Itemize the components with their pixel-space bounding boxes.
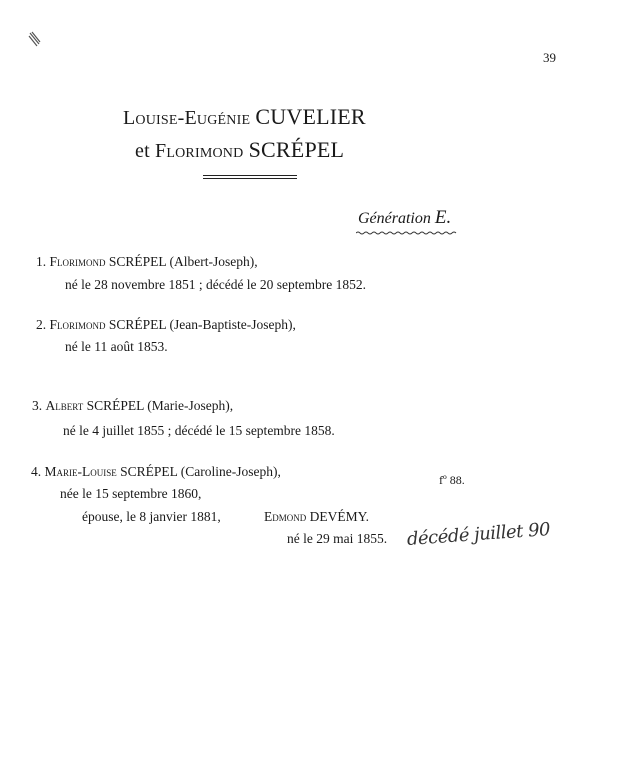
entry-surname: SCRÉPEL xyxy=(108,254,167,269)
entry-surname: SCRÉPEL xyxy=(120,464,178,479)
title-surname-2: SCRÉPEL xyxy=(248,137,345,162)
title-given-name-1: Louise-Eugénie xyxy=(123,107,251,129)
entry-4-detail: née le 15 septembre 1860, xyxy=(60,486,202,501)
entry-3-detail: né le 4 juillet 1855 ; décédé le 15 septembre 1858. xyxy=(63,423,335,438)
title-surname-1: CUVELIER xyxy=(255,104,366,129)
generation-wavy-underline xyxy=(356,231,458,235)
generation-letter: E. xyxy=(434,207,452,228)
generation-heading xyxy=(358,207,451,229)
handwritten-annotation: décédé juillet 90 xyxy=(406,519,551,550)
title-given-name-2: Florimond xyxy=(155,140,244,162)
entry-1-detail: né le 28 novembre 1851 ; décédé le 20 septembre 1852. xyxy=(65,277,367,292)
entry-given-name: Albert xyxy=(45,398,84,413)
entry-surname: SCRÉPEL xyxy=(108,317,167,332)
entry-2-detail: né le 11 août 1853. xyxy=(65,339,168,354)
entry-4-name-line xyxy=(31,464,281,480)
entry-2-name-line xyxy=(36,317,296,333)
spouse-given-name: Edmond xyxy=(264,509,307,524)
entry-4-marriage: épouse, le 8 janvier 1881, xyxy=(82,509,221,524)
entry-christian-names: (Albert-Joseph), xyxy=(169,254,258,269)
scribble-mark xyxy=(28,31,42,47)
title-divider xyxy=(203,175,297,179)
title-line-2 xyxy=(135,137,344,163)
page-number: 39 xyxy=(543,50,556,65)
entry-given-name: Marie-Louise xyxy=(44,464,117,479)
entry-given-name: Florimond xyxy=(49,317,106,332)
entry-4-spouse-birth: né le 29 mai 1855. xyxy=(287,531,388,546)
entry-1-name-line xyxy=(36,254,258,270)
folio-reference: fº 88. xyxy=(439,473,465,487)
entry-surname: SCRÉPEL xyxy=(86,398,144,413)
entry-given-name: Florimond xyxy=(49,254,106,269)
entry-number: 2. xyxy=(36,317,47,332)
entry-christian-names: (Marie-Joseph), xyxy=(147,398,234,413)
title-conjunction: et xyxy=(135,140,150,162)
title-line-1 xyxy=(123,104,366,130)
entry-number: 4. xyxy=(31,464,42,479)
entry-number: 3. xyxy=(32,398,43,413)
entry-4-spouse xyxy=(264,509,369,525)
entry-3-name-line xyxy=(32,398,233,414)
generation-label: Génération xyxy=(358,210,431,227)
entry-number: 1. xyxy=(36,254,47,269)
spouse-surname: DEVÉMY. xyxy=(309,509,370,524)
entry-christian-names: (Jean-Baptiste-Joseph), xyxy=(169,317,296,332)
entry-christian-names: (Caroline-Joseph), xyxy=(180,464,281,479)
